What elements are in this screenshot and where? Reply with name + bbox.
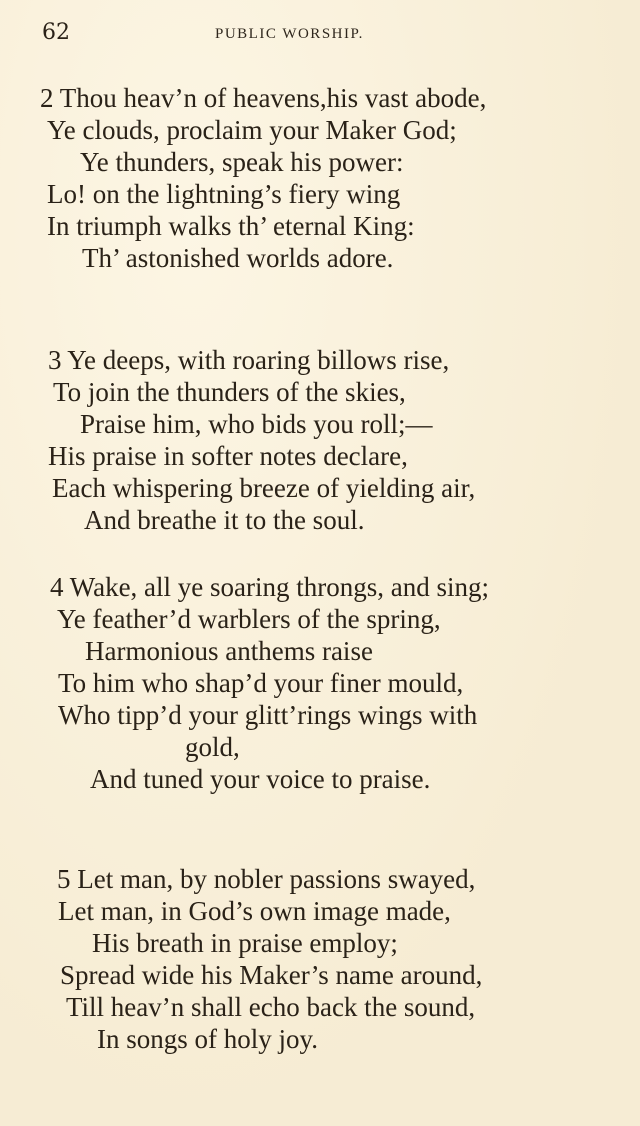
verse-line: Ye feather’d warblers of the spring, xyxy=(57,604,441,634)
verse-line: 2 Thou heav’n of heavens,his vast abode, xyxy=(40,83,487,113)
verse-line: To him who shap’d your finer mould, xyxy=(58,668,464,698)
verse-line: 4 Wake, all ye soaring throngs, and sing; xyxy=(50,572,490,602)
page-number: 62 xyxy=(42,20,70,45)
verse-line: His breath in praise employ; xyxy=(92,928,398,958)
verse-line: In songs of holy joy. xyxy=(97,1024,318,1054)
verse-line: 5 Let man, by nobler passions swayed, xyxy=(57,864,476,894)
verse-line: In triumph walks th’ eternal King: xyxy=(47,211,415,241)
verse-line: And tuned your voice to praise. xyxy=(90,764,431,794)
running-title: PUBLIC WORSHIP. xyxy=(215,26,364,42)
verse-line: Each whispering breeze of yielding air, xyxy=(52,473,476,503)
verse-line: gold, xyxy=(185,732,240,762)
verse-line: Lo! on the lightning’s fiery wing xyxy=(47,179,401,209)
verse-line: His praise in softer notes declare, xyxy=(48,441,408,471)
page-header xyxy=(0,18,640,48)
verse-line: Let man, in God’s own image made, xyxy=(58,896,451,926)
verse-line: Till heav’n shall echo back the sound, xyxy=(66,992,476,1022)
verse-line: 3 Ye deeps, with roaring billows rise, xyxy=(48,345,450,375)
verse-line: Ye clouds, proclaim your Maker God; xyxy=(47,115,457,145)
verse-line: Harmonious anthems raise xyxy=(85,636,373,666)
verse-line: To join the thunders of the skies, xyxy=(53,377,406,407)
verse-line: Praise him, who bids you roll;— xyxy=(80,409,433,439)
verse-line: Th’ astonished worlds adore. xyxy=(82,243,394,273)
verse-line: Who tipp’d your glitt’rings wings with xyxy=(58,700,478,730)
verse-line: Spread wide his Maker’s name around, xyxy=(60,960,483,990)
verse-line: Ye thunders, speak his power: xyxy=(80,147,404,177)
verse-line: And breathe it to the soul. xyxy=(84,505,365,535)
